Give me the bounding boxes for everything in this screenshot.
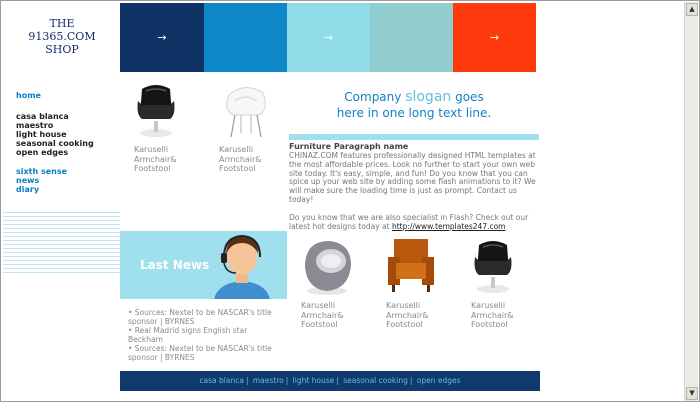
product-caption: Karuselli Armchair& Footstool (219, 145, 262, 173)
templates-link[interactable]: http://www.templates247.com (391, 221, 506, 231)
scroll-up-icon[interactable]: ▲ (686, 3, 698, 16)
top-block-5[interactable] (453, 3, 536, 72)
top-block-1[interactable] (120, 3, 204, 72)
top-block-3[interactable] (287, 3, 370, 72)
nav-home (16, 91, 41, 100)
footer-link-casa-blanca[interactable]: casa blanca (199, 376, 244, 385)
logo-line: 91365.COM (28, 30, 96, 43)
footer-link-seasonal-cooking[interactable]: seasonal cooking (343, 376, 408, 385)
scroll-down-icon[interactable]: ▼ (686, 387, 698, 400)
arrow-right-icon: → (323, 31, 334, 44)
content-section (289, 142, 539, 231)
site-logo[interactable] (19, 17, 105, 56)
nav-link-news[interactable]: news (16, 176, 40, 185)
nav-link-casa-blanca[interactable]: casa blanca (16, 112, 69, 121)
product-caption: Karuselli Armchair& Footstool (471, 301, 514, 329)
product-card[interactable] (219, 79, 299, 174)
nav-link-sixth-sense[interactable]: sixth sense (16, 167, 68, 176)
product-caption: Karuselli Armchair& Footstool (301, 301, 344, 329)
nav-link-maestro[interactable]: maestro (16, 121, 54, 130)
nav-link-light-house[interactable]: light house (16, 130, 67, 139)
logo-line: THE (49, 17, 75, 30)
black-armchair-icon (471, 235, 531, 297)
footer-link-maestro[interactable]: maestro (252, 376, 284, 385)
logo-line: SHOP (45, 43, 79, 56)
product-card[interactable] (386, 235, 466, 330)
nav-group-primary (16, 112, 94, 157)
news-item[interactable]: • Real Madrid signs English star Beckham (128, 326, 248, 344)
arrow-right-icon: → (157, 31, 167, 44)
footer-link-light-house[interactable]: light house (292, 376, 335, 385)
content-paragraph: Do you know that we are also specialist in Flash? Check out our latest hot designs today at http://www.templates247.com (289, 212, 529, 231)
product-caption: Karuselli Armchair& Footstool (134, 145, 177, 173)
product-caption: Karuselli Armchair& Footstool (386, 301, 429, 329)
last-news-banner (120, 231, 287, 299)
arrow-right-icon: → (489, 31, 500, 44)
divider-bar (289, 134, 539, 140)
news-item[interactable]: • Sources: Nextel to be NASCAR's title sponsor | BYRNES (128, 344, 272, 362)
nav-group-secondary (16, 167, 67, 194)
top-color-bar (120, 3, 536, 72)
nav-link-home[interactable]: home (16, 91, 41, 100)
content-paragraph: CHINAZ.COM features professionally designed HTML templates at the most affordable prices. Look no further to start your own web site today. It's easy, simple, and fun! Do you know that you can spice up your web site by adding some flash animations to it? We will make sure the loading time is just as prompt. Contact us today! (289, 151, 536, 204)
orange-armchair-icon (386, 235, 446, 297)
grey-pod-chair-icon (301, 235, 361, 297)
last-news-title: Last News (140, 258, 210, 272)
product-card[interactable] (134, 79, 214, 174)
top-block-4[interactable] (370, 3, 453, 72)
product-card[interactable] (301, 235, 381, 330)
footer-link-open-edges[interactable]: open edges (416, 376, 461, 385)
footer-nav: casa blanca | maestro | light house | seasonal cooking | open edges (120, 371, 540, 391)
product-card[interactable] (471, 235, 551, 330)
content-heading: Furniture Paragraph name (289, 142, 409, 151)
white-chair-icon (219, 79, 279, 141)
black-armchair-icon (134, 79, 194, 141)
top-block-2[interactable] (204, 3, 287, 72)
vertical-scrollbar[interactable] (684, 2, 698, 401)
support-agent-icon (204, 231, 287, 299)
nav-link-diary[interactable]: diary (16, 185, 40, 194)
news-item[interactable]: • Sources: Nextel to be NASCAR's title sponsor | BYRNES (128, 308, 272, 326)
nav-link-open-edges[interactable]: open edges (16, 148, 69, 157)
company-slogan: Company slogan goes here in one long text line. (336, 89, 492, 120)
nav-link-seasonal-cooking[interactable]: seasonal cooking (16, 139, 94, 148)
decorative-stripes (3, 212, 120, 276)
news-list (128, 308, 283, 362)
